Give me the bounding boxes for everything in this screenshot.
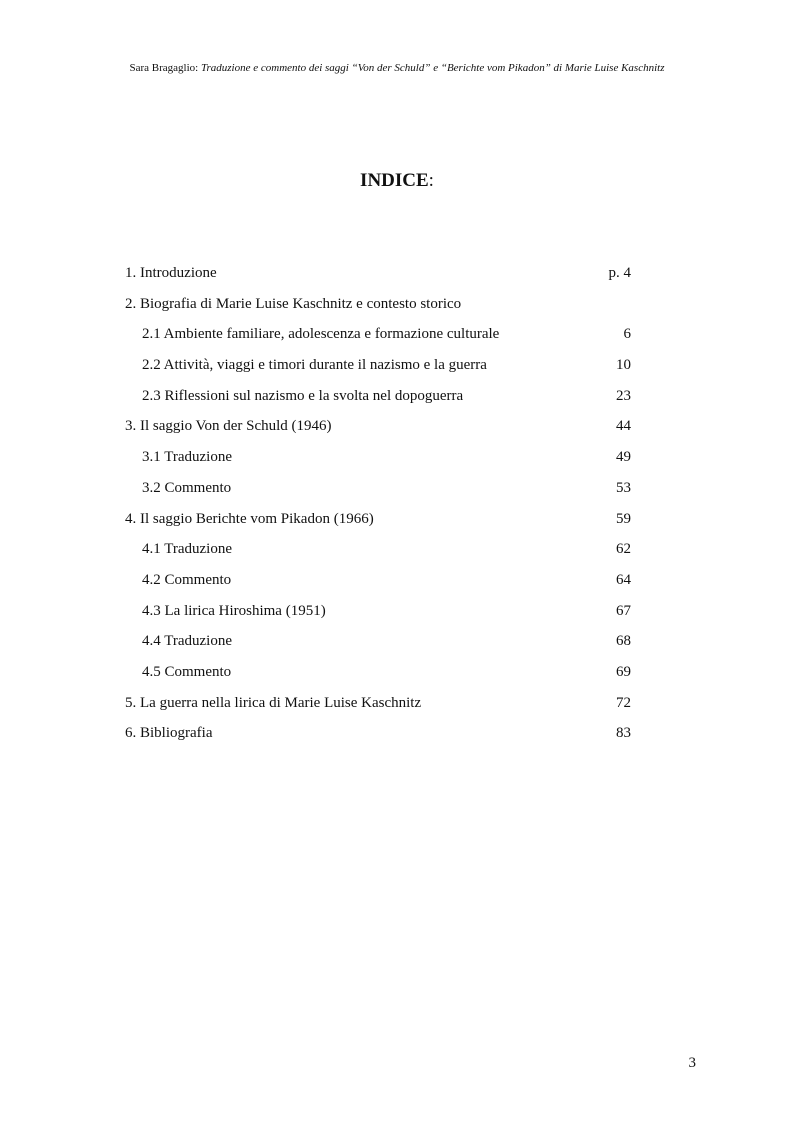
- toc-entry-label: 2.3 Riflessioni sul nazismo e la svolta nel dopoguerra: [142, 387, 464, 404]
- toc-entry-page: p. 4: [608, 265, 631, 281]
- toc-entry-label: 2.1 Ambiente familiare, adolescenza e formazione culturale: [142, 326, 500, 343]
- toc-entry: [125, 477, 631, 508]
- toc-entry: [125, 722, 631, 753]
- page-title: [0, 170, 794, 192]
- toc-entry: [125, 446, 631, 477]
- header-title: Traduzione e commento dei saggi “Von der Schuld” e “Berichte vom Pikadon” di Marie Luise Kaschnitz: [200, 62, 665, 74]
- toc-entry-label: 4.4 Traduzione: [142, 633, 232, 650]
- toc-entry-page: 53: [616, 479, 631, 496]
- toc-entry-label: 2.2 Attività, viaggi e timori durante il nazismo e la guerra: [142, 357, 487, 374]
- toc-entry: [125, 508, 631, 539]
- page-title-colon: :: [428, 170, 434, 191]
- page-number: 3: [688, 1055, 696, 1071]
- toc-entry: [125, 569, 631, 600]
- toc-entry-label: 3. Il saggio Von der Schuld (1946): [125, 418, 332, 435]
- toc-entry-label: 6. Bibliografia: [125, 725, 213, 742]
- toc-entry: [125, 630, 631, 661]
- toc-entry: [125, 538, 631, 569]
- toc-entry-page: 10: [616, 357, 631, 374]
- toc-entry-page: 59: [616, 510, 631, 527]
- toc-entry-label: 4.3 La lirica Hiroshima (1951): [142, 602, 326, 619]
- toc-entry: [125, 661, 631, 692]
- page-title-word: INDICE: [360, 170, 429, 191]
- toc-entry-page: 62: [616, 541, 631, 558]
- toc-entry-label: 4. Il saggio Berichte vom Pikadon (1966): [125, 510, 374, 527]
- toc-entry-label: 3.2 Commento: [142, 479, 232, 496]
- toc-entry-page: 67: [616, 602, 631, 619]
- toc-entry-page: 49: [616, 449, 631, 466]
- toc-entry-label: 3.1 Traduzione: [142, 449, 232, 466]
- toc-entry-label: 5. La guerra nella lirica di Marie Luise Kaschnitz: [125, 694, 422, 711]
- toc-entry-label: 4.2 Commento: [142, 571, 232, 588]
- header-author: Sara Bragaglio:: [129, 62, 199, 74]
- toc-entry-page: 68: [616, 633, 631, 650]
- toc-entry-page: 69: [616, 663, 631, 680]
- toc-entry-label: 4.5 Commento: [142, 663, 232, 680]
- table-of-contents: [125, 262, 631, 753]
- toc-entry-label: 1. Introduzione: [125, 265, 217, 281]
- running-header: [0, 62, 794, 74]
- toc-entry: [125, 262, 631, 293]
- toc-entry: [125, 692, 631, 723]
- toc-entry: [125, 415, 631, 446]
- toc-entry-label: 4.1 Traduzione: [142, 541, 232, 558]
- toc-entry-page: 6: [623, 326, 631, 343]
- toc-entry: [125, 600, 631, 631]
- toc-entry: [125, 385, 631, 416]
- toc-entry: [125, 323, 631, 354]
- toc-entry: [125, 293, 631, 324]
- toc-entry-page: 64: [616, 571, 631, 588]
- toc-entry: [125, 354, 631, 385]
- toc-entry-page: 23: [616, 387, 631, 404]
- toc-entry-page: 44: [616, 418, 631, 435]
- toc-entry-page: 72: [616, 694, 631, 711]
- toc-entry-label: 2. Biografia di Marie Luise Kaschnitz e contesto storico: [125, 295, 462, 312]
- toc-entry-page: 83: [616, 725, 631, 742]
